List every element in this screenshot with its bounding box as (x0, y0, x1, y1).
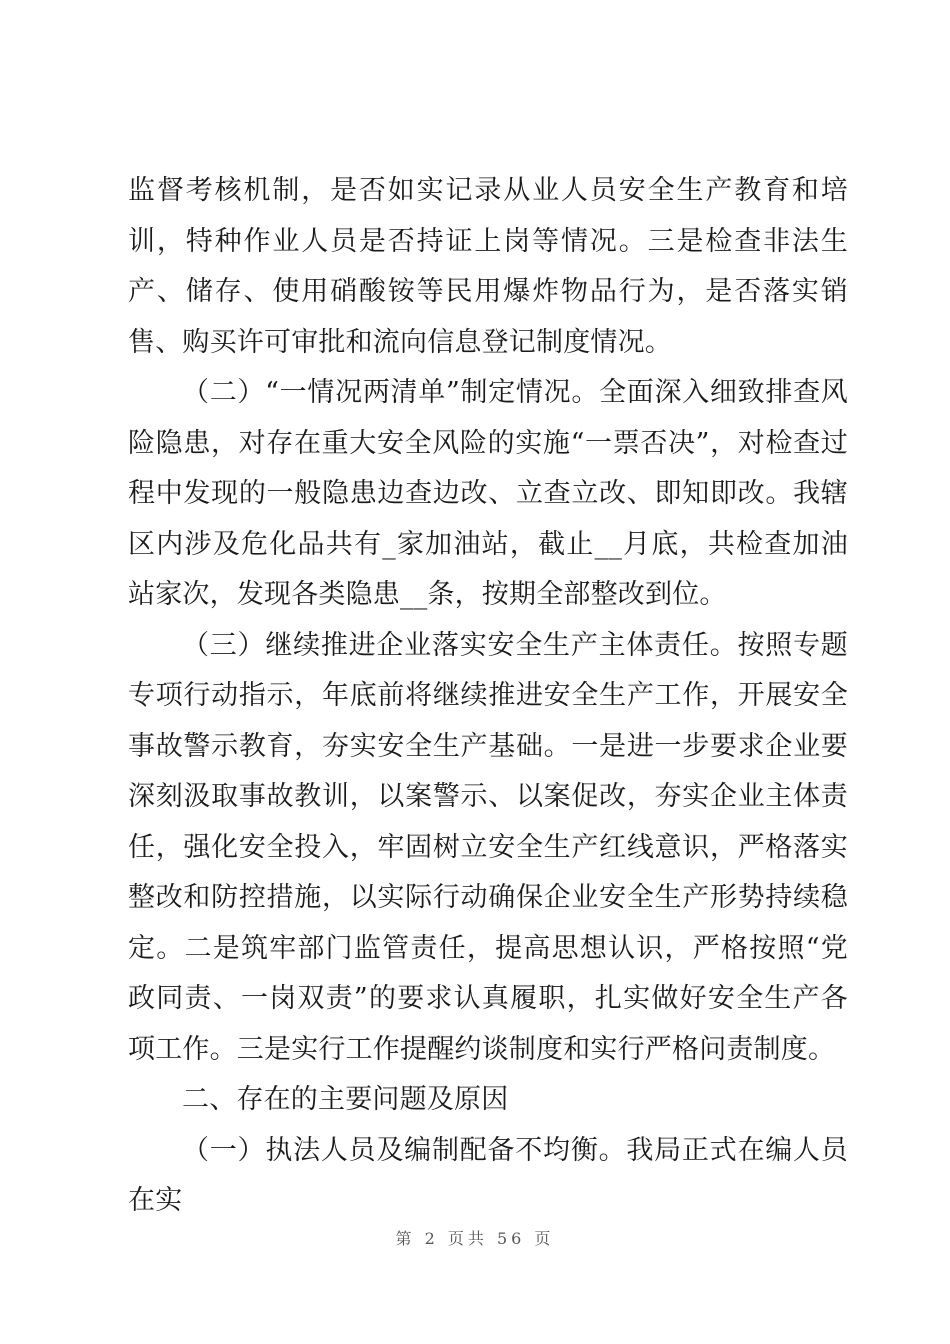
paragraph-continuation: 监督考核机制，是否如实记录从业人员安全生产教育和培训，特种作业人员是否持证上岗等情况。三是检查非法生产、储存、使用硝酸铵等民用爆炸物品行为，是否落实销售、购买许可审批和流向信息登记制度情况。 (128, 175, 848, 358)
paragraph-problem-one: （一）执法人员及编制配备不均衡。我局正式在编人员在实 (128, 1134, 848, 1216)
document-body (128, 166, 848, 1227)
paragraph-section-three: （三）继续推进企业落实安全生产主体责任。按照专题专项行动指示，年底前将继续推进安全生产工作，开展安全事故警示教育，夯实安全生产基础。一是进一步要求企业要深刻汲取事故教训，以案警示、以案促改，夯实企业主体责任，强化安全投入，牢固树立安全生产红线意识，严格落实整改和防控措施，以实际行动确保企业安全生产形势持续稳定。二是筑牢部门监管责任，提高思想认识，严格按照“党政同责、一岗双责”的要求认真履职，扎实做好安全生产各项工作。三是实行工作提醒约谈制度和实行严格问责制度。 (128, 629, 848, 1065)
paragraph-section-two: （二）“一情况两清单”制定情况。全面深入细致排查风险隐患，对存在重大安全风险的实施“一票否决”，对检查过程中发现的一般隐患边查边改、立查立改、即知即改。我辖区内涉及危化品共有_家加油站，截止__月底，共检查加油站家次，发现各类隐患__条，按期全部整改到位。 (128, 377, 848, 610)
page-number-footer: 第 2 页共 56 页 (395, 1229, 555, 1248)
section-heading-problems: 二、存在的主要问题及原因 (182, 1084, 509, 1115)
